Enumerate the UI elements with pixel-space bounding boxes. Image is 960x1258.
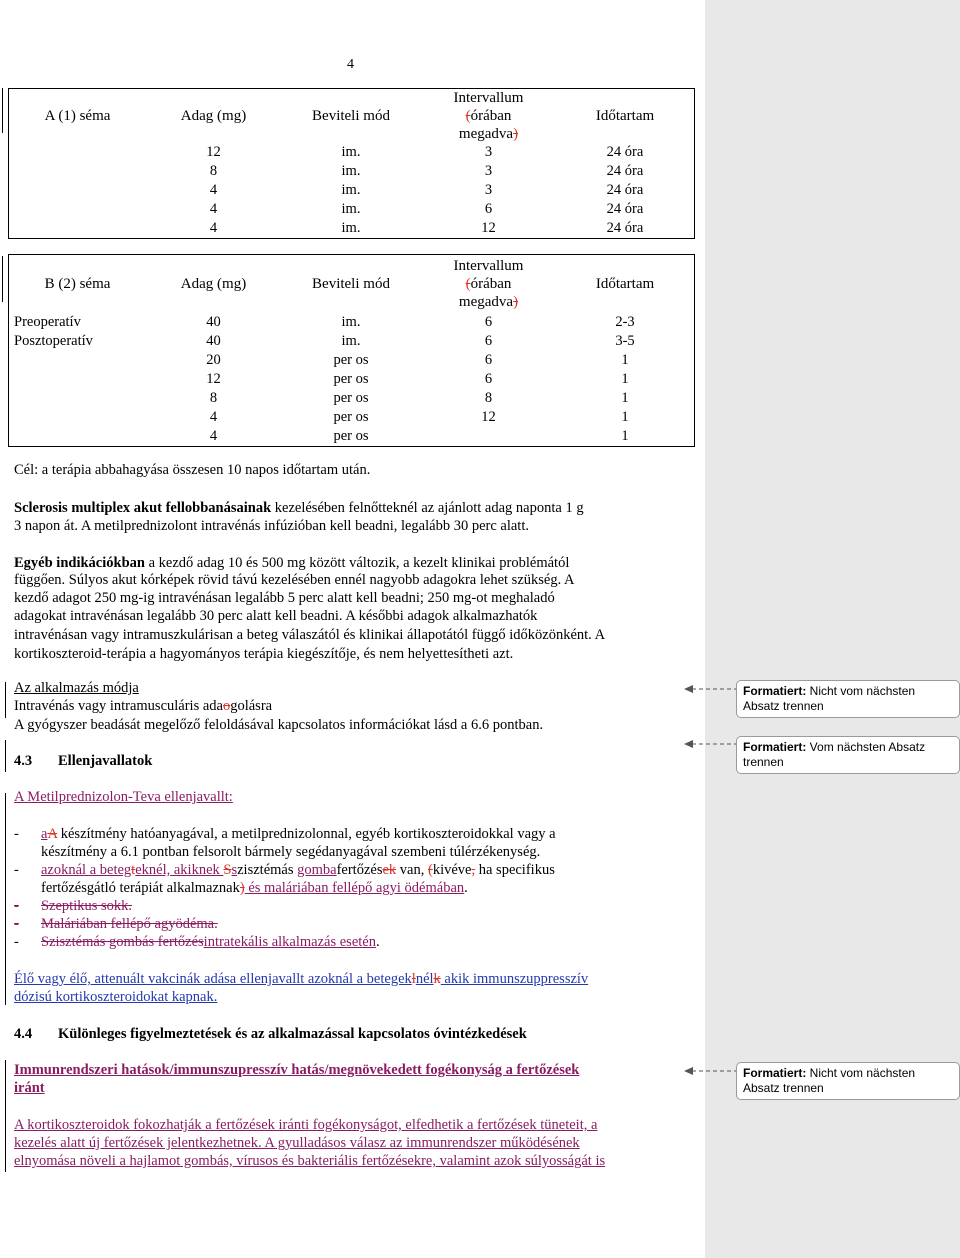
format-comment-balloon[interactable]	[736, 1062, 960, 1100]
table-row	[9, 162, 694, 181]
cell-scheme	[9, 219, 146, 238]
list-text: .	[464, 880, 468, 896]
cell-phase	[9, 427, 146, 446]
cell-dose: 8	[209, 163, 218, 179]
cell-dose: 4	[209, 182, 218, 198]
infection-line: A kortikoszteroidok fokozhatják a fertőzések iránti fogékonyságot, elfedhetik a fertőzések tüneteit, a	[14, 1117, 598, 1133]
cell-duration: 24 óra	[606, 201, 644, 217]
comment-label: Formatiert:	[743, 740, 807, 754]
header-interval-unit: órában	[470, 108, 512, 124]
contraindication-intro: A Metilprednizolon-Teva ellenjavallt:	[14, 789, 233, 805]
deleted-paren: (	[465, 276, 471, 292]
dosage-table-b	[8, 254, 695, 447]
list-text: készítmény hatóanyagával, a metilprednizolonnal, egyéb kortikoszteroidokkal vagy a	[57, 826, 556, 842]
list-item-4: Maláriában fellépő agyödéma.	[41, 916, 218, 932]
cell-scheme	[9, 143, 146, 162]
table-row	[9, 427, 694, 446]
cell-interval: 6	[484, 314, 493, 330]
cell-route: per os	[333, 409, 369, 425]
deleted-text: t	[131, 862, 136, 878]
header-dose: Adag (mg)	[180, 108, 247, 124]
subheading-line-2: iránt	[14, 1080, 45, 1096]
inserted-text: akik immunszuppresszív	[440, 971, 589, 987]
list-text: fertőzés	[336, 862, 383, 878]
change-bar	[2, 256, 3, 302]
other-line: adagokat intravénásan legalább 30 perc alatt kell beadni. A későbbi adagok alkalmazhatók	[14, 608, 538, 624]
table-row	[9, 370, 694, 389]
inserted-text: gomba	[297, 862, 337, 878]
cell-interval: 12	[481, 220, 496, 236]
cell-dose: 4	[209, 409, 218, 425]
cell-route: per os	[333, 390, 369, 406]
list-item-1-line-2: készítmény a 6.1 pontban felsorolt bármely segédanyagával szembeni túlérzékenység.	[41, 844, 541, 860]
cell-route: per os	[333, 371, 369, 387]
list-text: ha specifikus	[475, 862, 555, 878]
header-interval-unit-line	[421, 275, 556, 293]
route-text: golásra	[230, 698, 273, 714]
cell-interval: 12	[481, 409, 496, 425]
other-line: függően. Súlyos akut kórképek rövid távú kezelésében ennél nagyobb adagokra lehet szükség. A	[14, 572, 575, 588]
deleted-text: o	[222, 698, 231, 714]
header-interval	[421, 255, 556, 313]
cell-dose: 20	[206, 352, 221, 368]
cell-route: per os	[333, 428, 369, 444]
other-line-1	[14, 554, 569, 572]
cell-duration: 24 óra	[606, 163, 644, 179]
deleted-text: )	[239, 880, 245, 896]
list-dash: -	[14, 826, 19, 842]
other-line: intravénásan vagy intramuszkulárisan a beteg válaszától és klinikai állapotától függő időközönként. A	[14, 627, 606, 643]
cell-duration: 1	[621, 371, 629, 387]
cell-interval: 6	[484, 201, 493, 217]
change-bar	[5, 793, 6, 1005]
cell-scheme	[9, 162, 146, 181]
cell-interval: 6	[484, 371, 493, 387]
section-title: Ellenjavallatok	[58, 753, 153, 769]
section-number: 4.4	[14, 1026, 33, 1042]
header-duration: Időtartam	[595, 108, 655, 124]
table-row	[9, 313, 694, 332]
cell-phase	[9, 389, 146, 408]
administration-reference: A gyógyszer beadását megelőző feloldásával kapcsolatos információkat lásd a 6.6 pontban.	[14, 717, 544, 733]
change-bar	[5, 1060, 6, 1172]
deleted-paren: )	[513, 294, 519, 310]
cell-duration: 24 óra	[606, 182, 644, 198]
inserted-text: és maláriában fellépő agyi ödémában	[244, 880, 465, 896]
table-header-row	[9, 255, 694, 313]
header-interval-given-line	[421, 293, 556, 311]
cell-duration: 1	[621, 390, 629, 406]
comment-text: Nicht vom nächsten Absatz trennen	[743, 1066, 916, 1095]
inserted-text: a	[41, 826, 48, 842]
cell-route: im.	[341, 201, 361, 217]
list-item-2-line-2	[41, 879, 468, 897]
header-interval-given-line	[421, 125, 556, 143]
format-comment-balloon[interactable]	[736, 736, 960, 774]
list-text: .	[375, 934, 380, 950]
cell-interval: 3	[484, 163, 493, 179]
administration-heading: Az alkalmazás módja	[14, 680, 139, 696]
cell-phase	[9, 408, 146, 427]
table-header-row	[9, 89, 694, 143]
cell-interval: 3	[484, 182, 493, 198]
comment-text: Nicht vom nächsten Absatz trennen	[743, 684, 916, 713]
other-line: kortikoszteroid-terápia a hagyományos terápia kiegészítője, és nem helyettesítheti azt.	[14, 646, 514, 662]
cell-duration: 1	[621, 352, 629, 368]
deleted-paren: (	[465, 108, 471, 124]
change-bar	[5, 740, 6, 772]
table-row	[9, 332, 694, 351]
inserted-text: eknél, akiknek	[135, 862, 224, 878]
cell-phase	[9, 370, 146, 389]
list-dash: -	[14, 898, 19, 914]
cell-dose: 12	[206, 371, 221, 387]
cell-interval: 8	[484, 390, 493, 406]
cell-dose: 4	[209, 201, 218, 217]
vaccine-line-1	[14, 970, 588, 988]
header-interval-word: Intervallum	[453, 258, 524, 274]
route-text: Intravénás vagy intramusculáris ada	[14, 698, 223, 714]
cell-dose: 40	[206, 314, 221, 330]
subheading-line-1: Immunrendszeri hatások/immunszupresszív hatás/megnövekedett fogékonyság a fertőzések	[14, 1062, 580, 1078]
table-row	[9, 219, 694, 238]
deleted-text: ,	[471, 862, 476, 878]
cell-duration: 1	[621, 409, 629, 425]
inserted-text: s	[231, 862, 238, 878]
inserted-text: Élő vagy élő, attenuált vakcinák adása ellenjavallt azoknál a betegek	[14, 971, 412, 987]
cell-dose: 4	[209, 428, 218, 444]
ms-heading: Sclerosis multiplex akut fellobbanásainak	[14, 500, 272, 516]
list-item-1	[41, 825, 556, 843]
deleted-text: S	[223, 862, 232, 878]
cell-duration: 24 óra	[606, 220, 644, 236]
list-dash: -	[14, 916, 19, 932]
cell-phase: Posztoperatív	[14, 333, 93, 349]
change-bar	[2, 88, 3, 133]
dosage-table-a	[8, 88, 695, 239]
administration-route-line	[14, 697, 272, 715]
table-row	[9, 200, 694, 219]
header-interval-unit: órában	[470, 276, 512, 292]
list-text: zisztémás	[237, 862, 298, 878]
inserted-text: azoknál a beteg	[41, 862, 132, 878]
deleted-text: Szisztémás gombás fertőzés	[41, 934, 204, 950]
header-scheme: A (1) séma	[44, 108, 111, 124]
cell-route: im.	[341, 182, 361, 198]
cell-interval: 3	[484, 144, 493, 160]
cell-phase	[9, 351, 146, 370]
cell-interval: 6	[484, 333, 493, 349]
cell-route: im.	[341, 220, 361, 236]
cell-route: im.	[341, 144, 361, 160]
cell-duration: 1	[621, 428, 629, 444]
cell-route: im.	[341, 333, 361, 349]
cell-dose: 12	[206, 144, 221, 160]
list-text: van,	[396, 862, 428, 878]
comment-label: Formatiert:	[743, 684, 807, 698]
cell-duration: 3-5	[615, 333, 635, 349]
cell-duration: 24 óra	[606, 144, 644, 160]
cell-dose: 4	[209, 220, 218, 236]
table-body	[9, 143, 694, 238]
other-text: a kezdő adag 10 és 500 mg között változik, a kezelt klinikai problémától	[144, 555, 570, 571]
list-text: fertőzésgátló terápiát alkalmaznak	[41, 880, 240, 896]
list-dash: -	[14, 934, 19, 950]
deleted-text: (	[427, 862, 433, 878]
section-number: 4.3	[14, 753, 33, 769]
header-dose: Adag (mg)	[180, 276, 247, 292]
vaccine-line-2: dózisú kortikoszteroidokat kapnak.	[14, 989, 218, 1005]
list-item-5	[41, 933, 380, 951]
other-line: kezdő adagot 250 mg-ig intravénásan legalább 5 perc alatt kell beadni; 250 mg-ot meghaladó	[14, 590, 555, 606]
ms-text: kezelésében felnőtteknél az ajánlott adag naponta 1 g	[271, 500, 584, 516]
infection-line: kezelés alatt új fertőzések jelentkezhetnek. A gyulladásos válasz az immunrendszer működésének	[14, 1135, 580, 1151]
deleted-text: ek	[382, 862, 397, 878]
deleted-text: l	[411, 971, 416, 987]
cell-interval	[421, 427, 556, 446]
header-route: Beviteli mód	[312, 276, 390, 292]
header-interval-unit-line	[421, 107, 556, 125]
format-comment-balloon[interactable]	[736, 680, 960, 718]
header-interval-given: megadva	[458, 126, 514, 142]
header-route: Beviteli mód	[312, 108, 390, 124]
cell-dose: 8	[209, 390, 218, 406]
cell-phase: Preoperatív	[14, 314, 81, 330]
cell-scheme	[9, 181, 146, 200]
list-dash: -	[14, 862, 19, 878]
list-item-3: Szeptikus sokk.	[41, 898, 133, 914]
cell-interval: 6	[484, 352, 493, 368]
header-duration: Időtartam	[595, 276, 655, 292]
table-row	[9, 408, 694, 427]
infection-line: elnyomása növeli a hajlamot gombás, vírusos és bakteriális fertőzésekre, valamint azok súlyosságát is	[14, 1153, 606, 1169]
cell-route: per os	[333, 352, 369, 368]
ms-line-2: 3 napon át. A metilprednizolont intravénás infúzióban kell beadni, legalább 30 perc alatt.	[14, 518, 529, 534]
change-bar	[5, 682, 6, 718]
comment-label: Formatiert:	[743, 1066, 807, 1080]
cell-dose: 40	[206, 333, 221, 349]
cell-scheme	[9, 200, 146, 219]
table-body	[9, 313, 694, 446]
header-scheme: B (2) séma	[44, 276, 111, 292]
inserted-text: intratekális alkalmazás esetén	[203, 934, 376, 950]
section-title: Különleges figyelmeztetések és az alkalmazással kapcsolatos óvintézkedések	[58, 1026, 527, 1042]
comment-text: Vom nächsten Absatz trennen	[743, 740, 926, 769]
ms-line-1	[14, 499, 584, 517]
table-row	[9, 389, 694, 408]
list-item-2	[41, 861, 555, 879]
header-interval-given: megadva	[458, 294, 514, 310]
cell-duration: 2-3	[615, 314, 635, 330]
other-heading: Egyéb indikációkban	[14, 555, 145, 571]
deleted-text: k	[433, 971, 441, 987]
page-number: 4	[347, 57, 354, 72]
header-interval-word: Intervallum	[453, 90, 524, 106]
cell-route: im.	[341, 314, 361, 330]
table-row	[9, 181, 694, 200]
list-text: kivéve	[432, 862, 472, 878]
header-interval	[421, 89, 556, 143]
inserted-text: nél	[415, 971, 434, 987]
cell-route: im.	[341, 163, 361, 179]
goal-line: Cél: a terápia abbahagyása összesen 10 napos időtartam után.	[14, 462, 371, 478]
table-row	[9, 143, 694, 162]
table-row	[9, 351, 694, 370]
deleted-paren: )	[513, 126, 519, 142]
deleted-text: A	[47, 826, 58, 842]
